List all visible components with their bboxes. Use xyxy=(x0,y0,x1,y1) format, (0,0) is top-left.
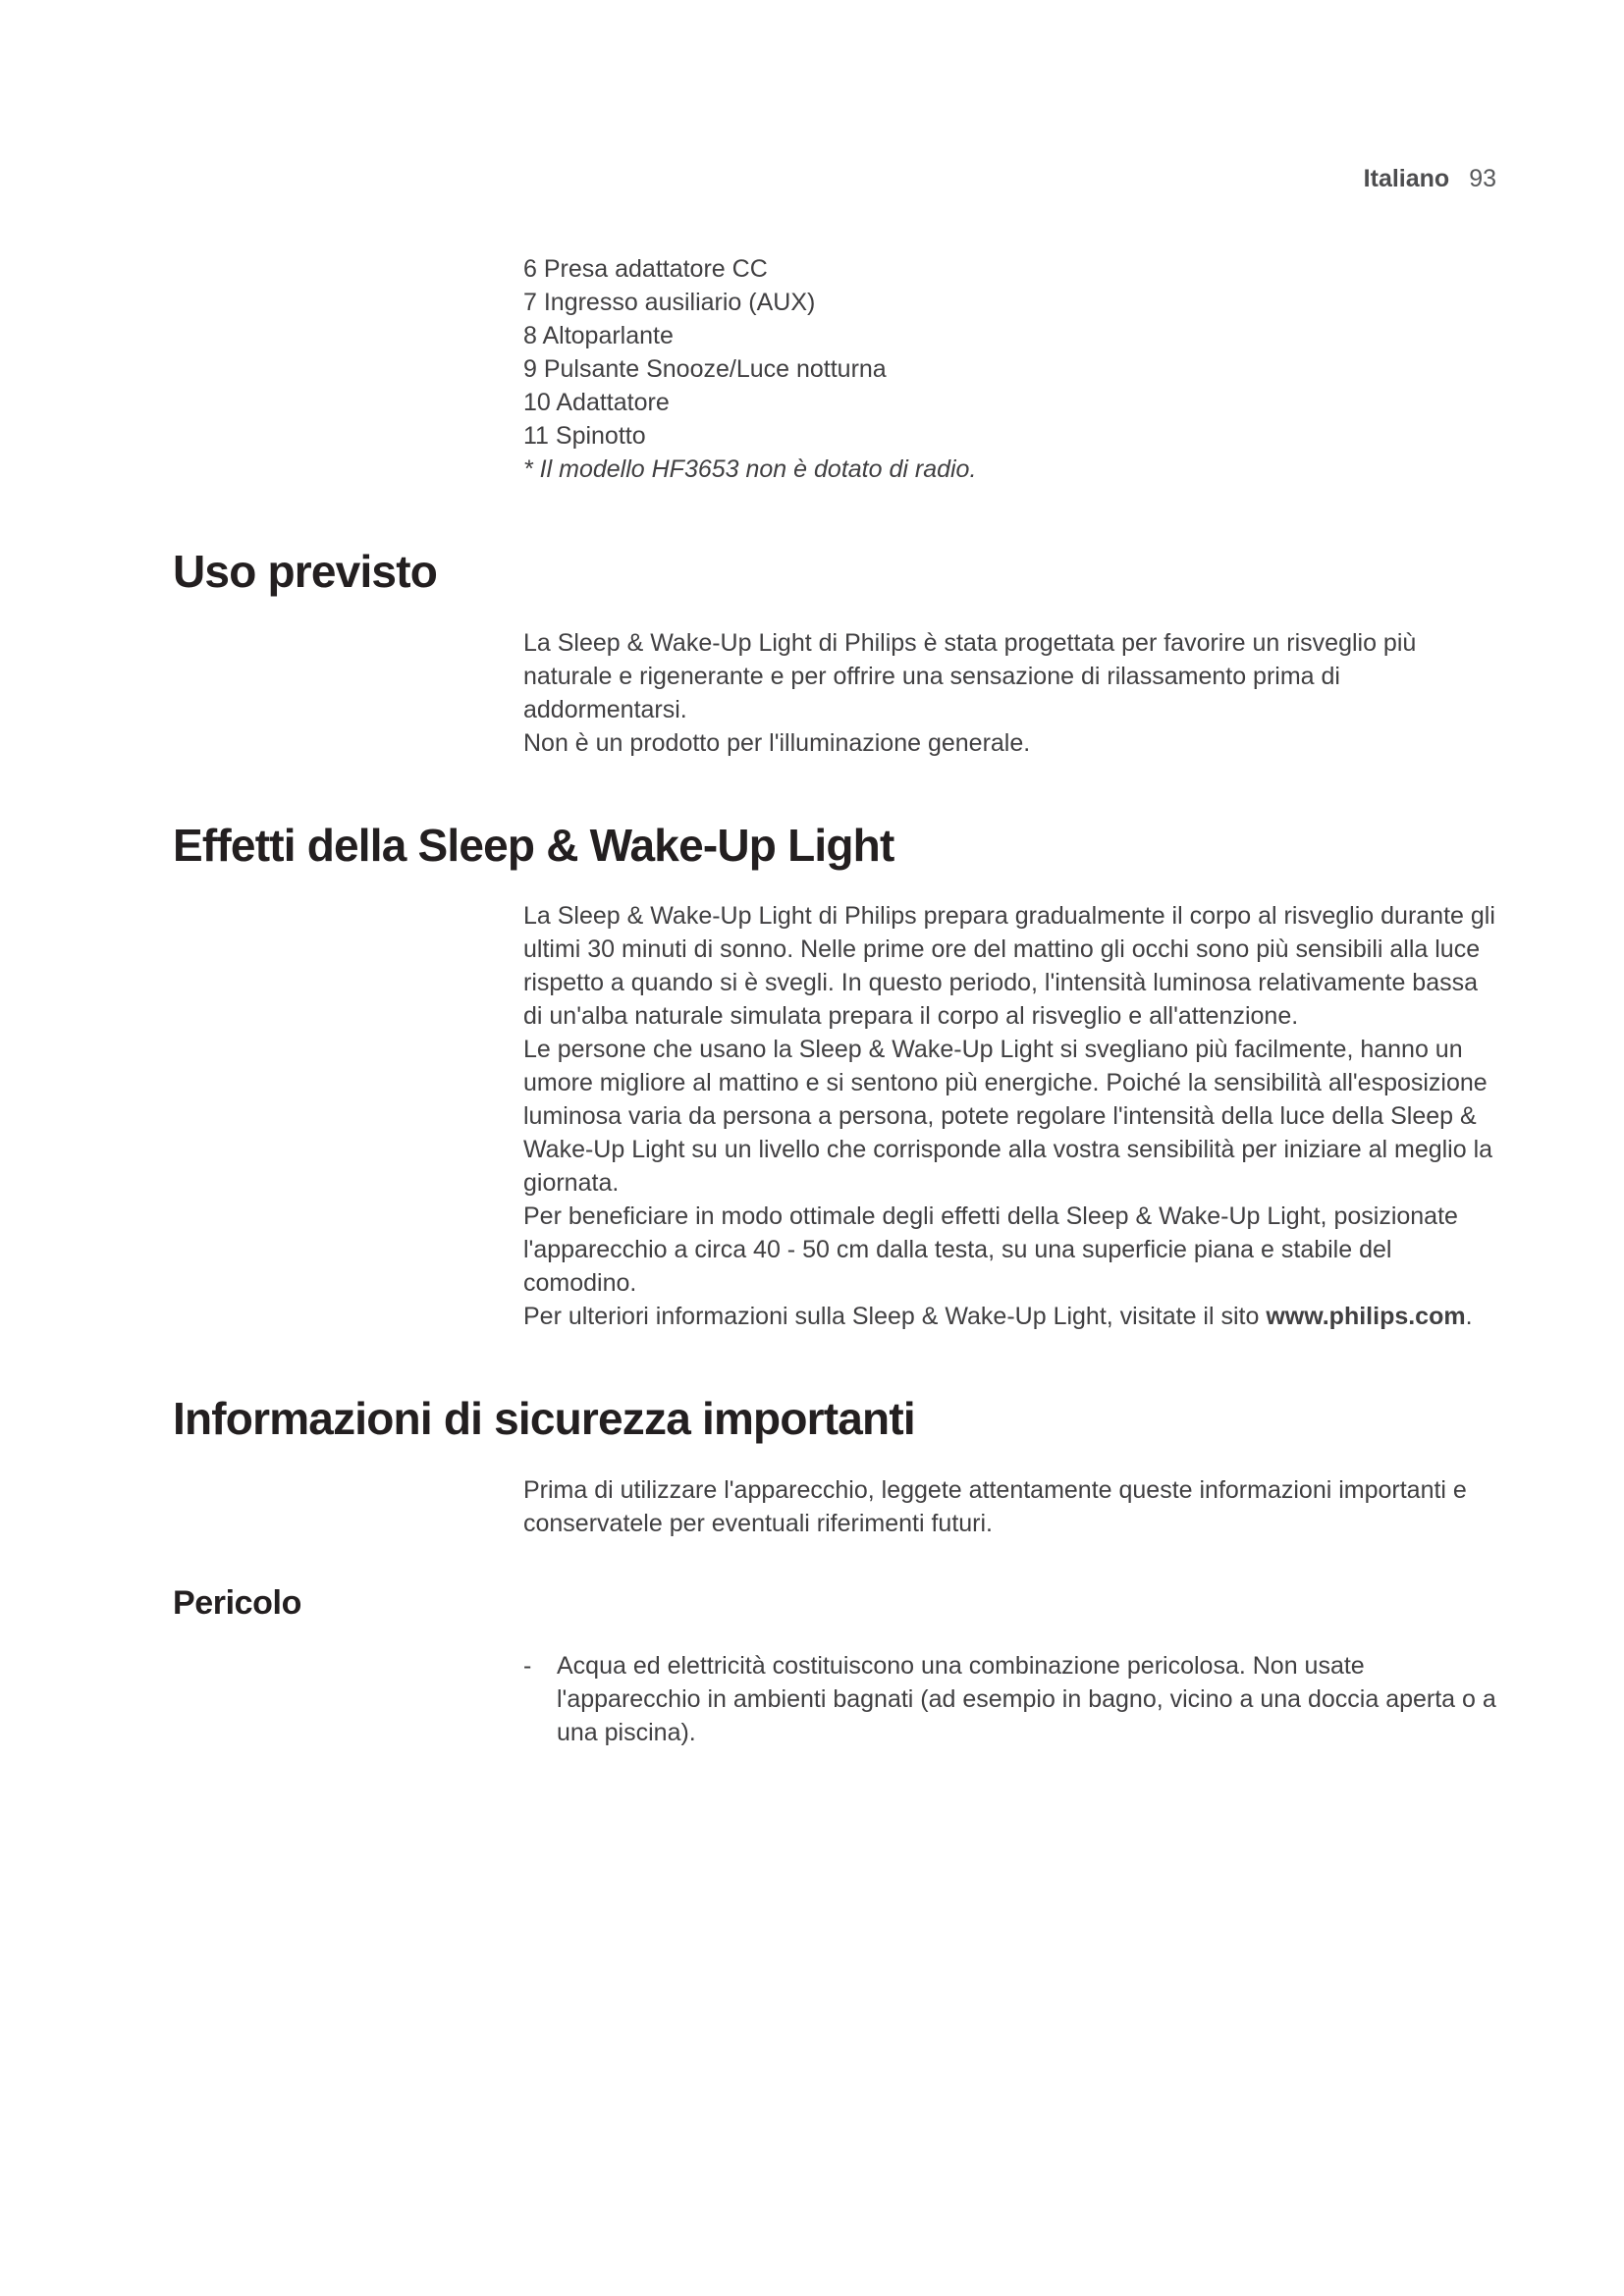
parts-list-item: 9 Pulsante Snooze/Luce notturna xyxy=(523,355,887,383)
parts-list-item: 7 Ingresso ausiliario (AUX) xyxy=(523,289,816,316)
header-language-label: Italiano xyxy=(1363,165,1450,192)
subsection-body-pericolo xyxy=(523,1649,1496,1749)
section-body-effetti xyxy=(523,899,1496,1333)
header-page-number: 93 xyxy=(1469,165,1496,192)
paragraph: La Sleep & Wake-Up Light di Philips è stata progettata per favorire un risveglio più naturale e rigenerante e per offrire una sensazione di rilassamento prima di addormentarsi. xyxy=(523,628,1417,723)
paragraph-with-url xyxy=(523,1300,1496,1333)
bullet-item xyxy=(523,1649,1496,1749)
paragraph: Prima di utilizzare l'apparecchio, leggete attentamente queste informazioni importanti e conservatele per eventuali riferimenti futuri. xyxy=(523,1475,1467,1537)
parts-list xyxy=(523,252,1496,486)
page-header xyxy=(173,167,1496,191)
section-title-effetti: Effetti della Sleep & Wake-Up Light xyxy=(173,819,894,871)
paragraph: La Sleep & Wake-Up Light di Philips prepara gradualmente il corpo al risveglio durante gli ultimi 30 minuti di sonno. Nelle prime ore del mattino gli occhi sono più sensibili alla luce rispetto a quando si è svegli. In questo periodo, l'intensità luminosa relativamente bassa di un'alba naturale simulata prepara il corpo al risveglio e all'attenzione. xyxy=(523,902,1495,1031)
section-body-informazioni-sicurezza xyxy=(523,1473,1496,1540)
parts-list-item: 11 Spinotto xyxy=(523,422,646,450)
parts-list-item: 6 Presa adattatore CC xyxy=(523,255,768,283)
philips-website-url: www.philips.com xyxy=(1266,1303,1466,1331)
bullet-text: Acqua ed elettricità costituiscono una combinazione pericolosa. Non usate l'apparecchio in ambienti bagnati (ad esempio in bagno, vicino a una doccia aperta o a una piscina). xyxy=(557,1652,1496,1747)
paragraph-text: Per ulteriori informazioni sulla Sleep & Wake-Up Light, visitate il sito xyxy=(523,1303,1267,1331)
paragraph: Le persone che usano la Sleep & Wake-Up Light si svegliano più facilmente, hanno un umore migliore al mattino e si sentono più energiche. Poiché la sensibilità all'esposizione luminosa varia da persona a persona, potete regolare l'intensità della luce della Sleep & Wake-Up Light su un livello che corrisponde alla vostra sensibilità per iniziare al meglio la giornata. xyxy=(523,1036,1493,1198)
bullet-dash-marker: - xyxy=(523,1652,532,1681)
section-title-informazioni-sicurezza: Informazioni di sicurezza importanti xyxy=(173,1393,915,1445)
paragraph-text: . xyxy=(1465,1303,1473,1331)
parts-list-item: 10 Adattatore xyxy=(523,389,670,416)
section-title-uso-previsto: Uso previsto xyxy=(173,546,438,597)
subsection-title-pericolo: Pericolo xyxy=(173,1583,301,1622)
section-body-uso-previsto xyxy=(523,626,1496,760)
paragraph: Non è un prodotto per l'illuminazione generale. xyxy=(523,728,1031,757)
parts-list-item: 8 Altoparlante xyxy=(523,322,674,349)
paragraph: Per beneficiare in modo ottimale degli effetti della Sleep & Wake-Up Light, posizionate l'apparecchio a circa 40 - 50 cm dalla testa, su una superficie piana e stabile del comodino. xyxy=(523,1202,1458,1298)
parts-list-note: * Il modello HF3653 non è dotato di radio. xyxy=(523,455,977,483)
